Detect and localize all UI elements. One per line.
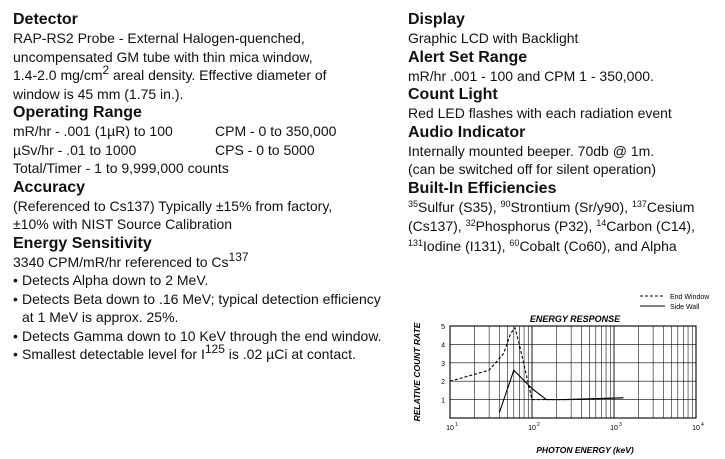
- range-total: Total/Timer - 1 to 9,999,000 counts: [13, 160, 229, 176]
- isotope-number: 35: [408, 198, 419, 209]
- chart-ticks: [441, 324, 704, 432]
- isotope-name: Strontium (Sr/y90),: [510, 198, 632, 215]
- y-tick-label: 5: [441, 324, 445, 331]
- right-column: [408, 10, 718, 256]
- count-light-heading: Count Light: [408, 86, 498, 103]
- intro-text: 3340 CPM/mR/hr referenced to Cs: [13, 253, 229, 270]
- isotope-number: 14: [596, 218, 607, 228]
- audio-indicator-line: (can be switched off for silent operation): [408, 161, 656, 177]
- range-cps: CPS - 0 to 5000: [215, 141, 315, 158]
- built-in-efficiencies-heading: Built-In Efficiencies: [408, 179, 557, 197]
- operating-range-row: [13, 141, 393, 160]
- detector-density: 1.4-2.0 mg/cm: [13, 67, 103, 83]
- detector-line: RAP-RS2 Probe - External Halogen-quenched,: [13, 30, 305, 46]
- efficiencies-text: [408, 198, 718, 257]
- detector-density-rest: areal density. Effective diameter of: [109, 67, 327, 83]
- chart-legend: [640, 294, 710, 311]
- operating-range-heading: Operating Range: [13, 104, 142, 121]
- audio-indicator-heading: Audio Indicator: [408, 123, 526, 141]
- intro-isotope: 137: [228, 249, 249, 264]
- x-tick-exponent: 1: [455, 422, 458, 428]
- series-line-side-wall: [499, 370, 623, 412]
- list-item-text: Detects Gamma down to 10 KeV through the end window.: [22, 327, 382, 344]
- x-tick-label: 10: [446, 425, 454, 432]
- range-mr: mR/hr - .001 (1µR) to 100: [13, 123, 173, 139]
- x-tick-label: 10: [692, 425, 700, 432]
- x-tick-label: 10: [610, 425, 618, 432]
- count-light-text: Red LED flashes with each radiation event: [408, 105, 672, 121]
- plot-frame: [450, 326, 696, 418]
- isotope-number: 90: [500, 198, 511, 209]
- chart-y-axis-label: RELATIVE COUNT RATE: [412, 322, 422, 422]
- efficiencies-line: [408, 237, 718, 257]
- bullet-glyph: •: [13, 327, 18, 344]
- list-item-text: Detects Alpha down to 2 MeV.: [22, 272, 209, 288]
- b4-text: Smallest detectable level for I: [22, 346, 205, 362]
- list-item: [13, 327, 393, 346]
- bullet-glyph: •: [13, 290, 18, 307]
- bullet-glyph: •: [13, 346, 18, 362]
- isotope-name: Carbon (C14),: [606, 218, 695, 234]
- x-tick-exponent: 4: [701, 422, 704, 428]
- efficiencies-line: [408, 198, 718, 218]
- chart-x-axis-label: PHOTON ENERGY (keV): [536, 445, 634, 455]
- alert-set-range-heading: Alert Set Range: [408, 48, 528, 66]
- alert-set-range-text: mR/hr .001 - 100 and CPM 1 - 350,000.: [408, 67, 654, 84]
- y-tick-label: 3: [441, 360, 445, 368]
- operating-range-row: [13, 122, 393, 141]
- energy-response-chart: [400, 287, 720, 455]
- range-cpm: CPM - 0 to 350,000: [215, 123, 337, 139]
- legend-label: Side Wall: [670, 304, 700, 311]
- y-tick-label: 1: [441, 397, 445, 405]
- y-tick-label: 4: [441, 342, 445, 350]
- accuracy-heading: Accuracy: [13, 178, 86, 196]
- energy-sensitivity-heading: Energy Sensitivity: [13, 234, 152, 252]
- efficiencies-line: [408, 217, 718, 237]
- accuracy-line: (Referenced to Cs137) Typically ±15% from factory,: [13, 197, 333, 214]
- legend-label: End Window: [670, 294, 710, 301]
- isotope-name: Phosphorus (P32),: [475, 218, 597, 234]
- b4-isotope: 125: [204, 342, 225, 356]
- series-line-end-window: [450, 328, 623, 400]
- list-item-text: [22, 342, 356, 364]
- isotope-name: Cesium: [646, 198, 695, 215]
- isotope-name: Cobalt (Co60), and Alpha: [519, 237, 677, 254]
- bullet-glyph: •: [13, 272, 18, 288]
- display-text: Graphic LCD with Backlight: [408, 30, 579, 46]
- detector-heading: Detector: [13, 11, 78, 28]
- chart-grid: [450, 326, 696, 418]
- b4-text-rest: is .02 µCi at contact.: [224, 346, 356, 362]
- detector-density-exponent: 2: [102, 63, 110, 77]
- isotope-name: (Cs137),: [408, 218, 466, 234]
- range-usv: µSv/hr - .01 to 1000: [13, 141, 137, 158]
- y-tick-label: 2: [441, 379, 445, 387]
- isotope-name: Iodine (I131),: [423, 237, 510, 254]
- x-tick-label: 10: [528, 425, 536, 432]
- isotope-number: 60: [509, 237, 520, 248]
- detector-line: uncompensated GM tube with thin mica window,: [13, 48, 313, 65]
- isotope-number: 137: [631, 198, 647, 209]
- x-tick-exponent: 2: [537, 422, 540, 428]
- audio-indicator-line: Internally mounted beeper. 70db @ 1m.: [408, 142, 655, 159]
- x-tick-exponent: 3: [619, 422, 622, 428]
- list-item: [13, 271, 393, 290]
- detector-line: window is 45 mm (1.75 in.).: [13, 85, 184, 102]
- isotope-number: 32: [465, 218, 476, 228]
- isotope-name: Sulfur (S35),: [418, 198, 501, 215]
- isotope-number: 131: [408, 237, 424, 248]
- chart-title: ENERGY RESPONSE: [529, 314, 621, 324]
- left-column: [13, 10, 393, 364]
- list-item-text: Detects Beta down to .16 MeV; typical detection efficiency at 1 MeV is approx. 25%.: [22, 290, 381, 325]
- list-item: [13, 290, 393, 327]
- detector-line: [13, 63, 393, 85]
- display-heading: Display: [408, 11, 465, 28]
- accuracy-line: ±10% with NIST Source Calibration: [13, 216, 233, 232]
- energy-sensitivity-intro: [13, 249, 393, 272]
- list-item: [13, 342, 393, 364]
